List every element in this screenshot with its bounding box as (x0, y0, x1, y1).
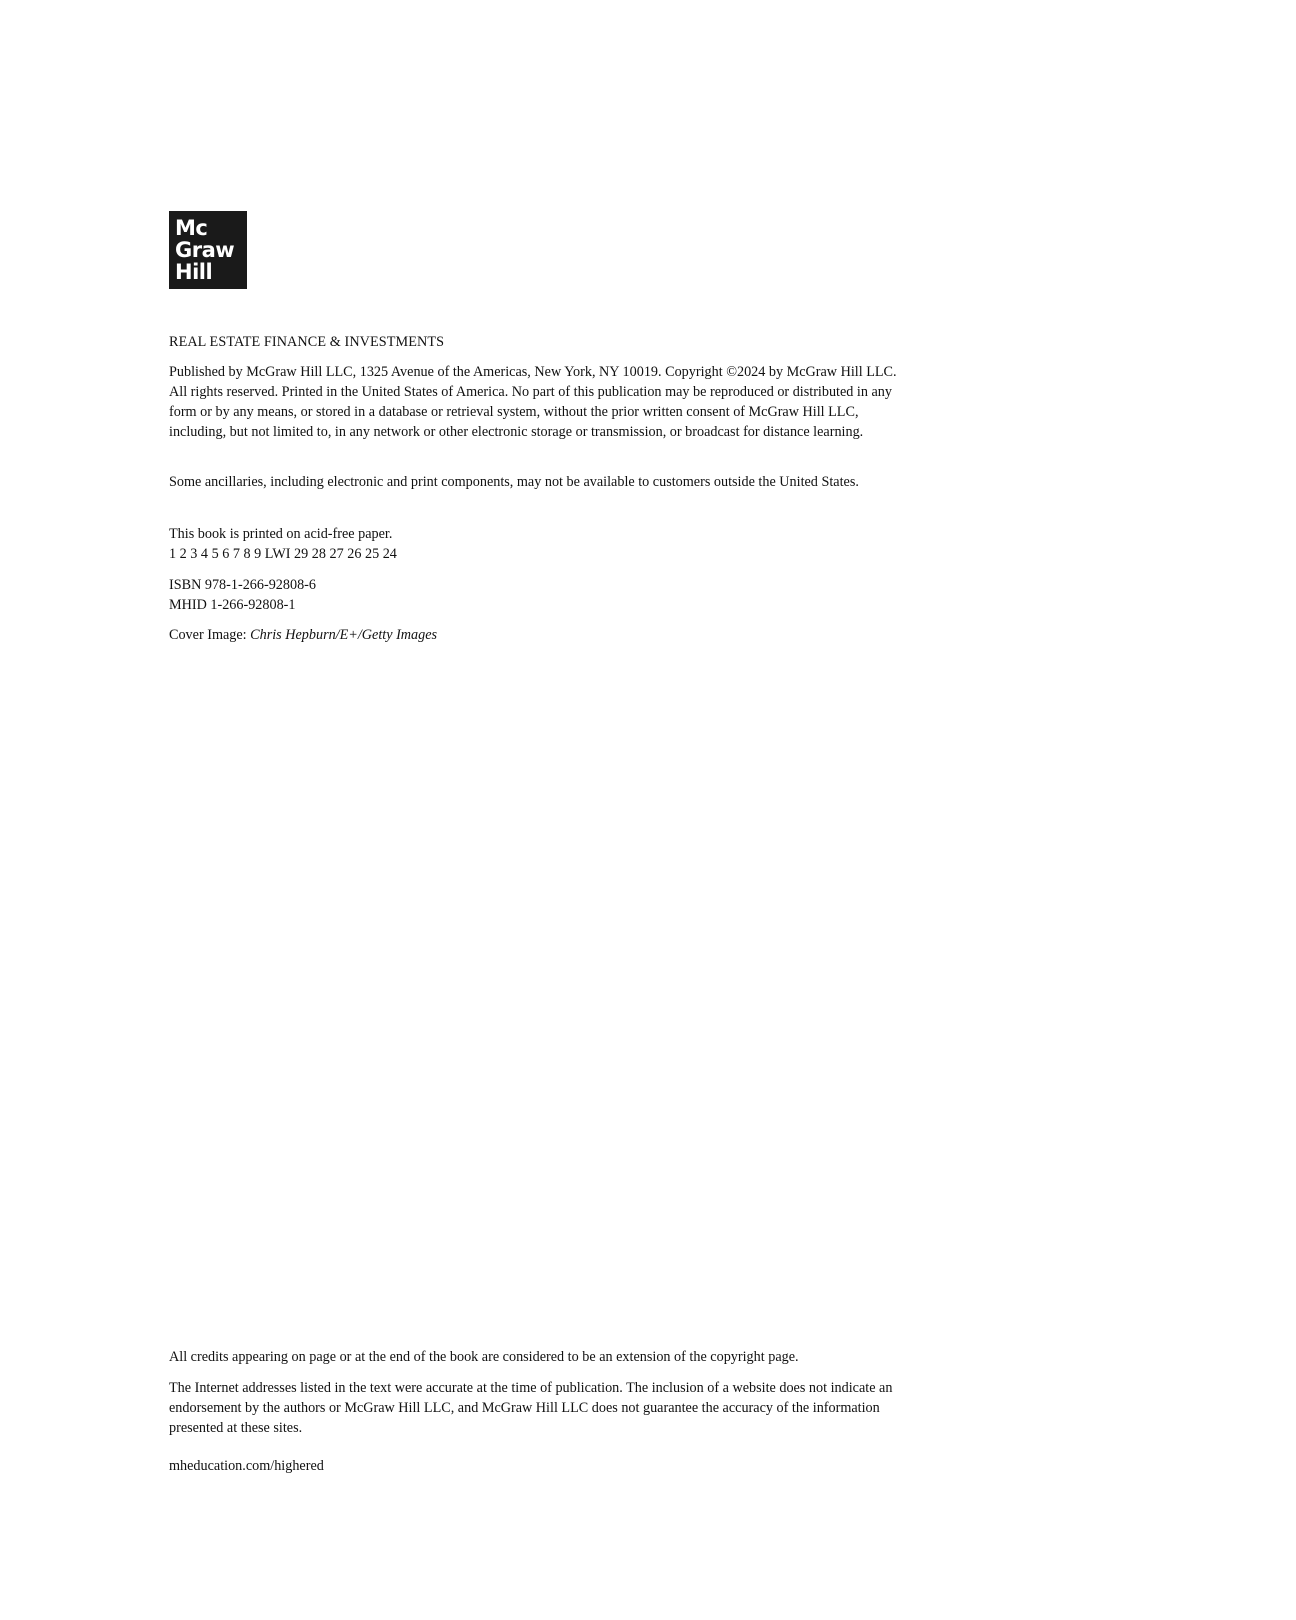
credits-notice-text: All credits appearing on page or at the end of the book are considered to be an extension of the copyright page. (169, 1349, 799, 1365)
isbn-block (169, 575, 909, 615)
ancillaries-notice (169, 472, 909, 492)
cover-credit: Chris Hepburn/E+/Getty Images (250, 627, 438, 643)
paper-notice (169, 524, 909, 564)
logo-line-1: Mc (175, 216, 208, 240)
cover-image-credit (169, 625, 909, 645)
credits-notice (169, 1347, 909, 1367)
internet-notice (169, 1378, 909, 1438)
internet-notice-text: The Internet addresses listed in the text were accurate at the time of publication. The inclusion of a website does not indicate an endorsement by the authors or McGraw Hill LLC, and McGraw Hill LLC does not guarantee the accuracy of the information presented at these sites. (169, 1380, 893, 1436)
logo-line-3: Hill (175, 260, 213, 284)
ancillaries-notice-text: Some ancillaries, including electronic and print components, may not be available to customers outside the United States. (169, 474, 859, 490)
mhid-text: MHID 1-266-92808-1 (169, 597, 296, 613)
website (169, 1456, 909, 1476)
isbn-text: ISBN 978-1-266-92808-6 (169, 577, 316, 593)
book-title (169, 332, 909, 352)
book-title-text: REAL ESTATE FINANCE & INVESTMENTS (169, 334, 445, 350)
logo-line-2: Graw (175, 238, 235, 262)
publisher-notice-text: Published by McGraw Hill LLC, 1325 Avenue of the Americas, New York, NY 10019. Copyright ©2024 by McGraw Hill LLC. All rights reserved. Printed in the United States of America. No part of this publication may be reproduced or distributed in any form or by any means, or stored in a database or retrieval system, without the prior written consent of McGraw Hill LLC, including, but not limited to, in any network or other electronic storage or transmission, or broadcast for distance learning. (169, 364, 897, 440)
mcgraw-hill-logo (169, 211, 247, 289)
printing-line: 1 2 3 4 5 6 7 8 9 LWI 29 28 27 26 25 24 (169, 546, 397, 562)
cover-label: Cover Image: (169, 627, 251, 643)
paper-notice-text: This book is printed on acid-free paper. (169, 526, 393, 542)
website-text: mheducation.com/highered (169, 1458, 324, 1474)
publisher-notice (169, 362, 909, 442)
